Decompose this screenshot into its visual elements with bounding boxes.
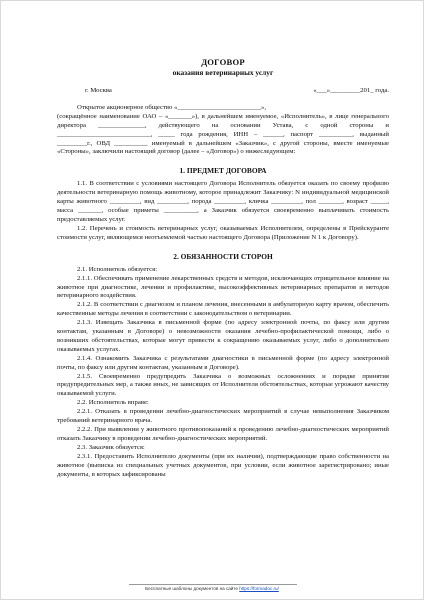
footer-text: Бесплатные шаблоны документов на сайте — [145, 586, 238, 591]
clause-2-1-5: 2.1.5. Своевременно предупредить Заказчика о возможных осложнениях и порядке принятия предупредительных мер, а также иных, не зависящих от Исполнителя обстоятельствах, которые угрожают качеству оказываемой услуги. — [57, 372, 389, 398]
clause-2-1: 2.1. Исполнитель обязуется: — [77, 265, 158, 273]
clause-2-2: 2.2. Исполнитель вправе: — [77, 399, 149, 407]
clause-2-1-3: 2.1.3. Извещать Заказчика в письменной форме (по адресу электронной почты, по факсу или другим контактам, указанным в Договоре) о невозможности оказания лечебно-профилактической помощи, либо о возникших обстоятельствах, которые могут привести к сокращению оказываемых услуг, либо о дополнительно оказываемых услугах. — [57, 319, 389, 353]
footer-divider — [129, 584, 297, 585]
document-subtitle: оказания ветеринарных услуг — [172, 68, 274, 77]
preamble-line-1: Открытое акционерное общество «_________________________», — [77, 103, 266, 111]
section-heading-subject: 1. ПРЕДМЕТ ДОГОВОРА — [179, 166, 267, 176]
clause-2-1-4: 2.1.4. Ознакомить Заказчика с результатами диагностики в письменной форме (по адресу электронной почты, по факсу или другим контактам, указанным в Договоре). — [57, 354, 389, 371]
clause-2-1-2: 2.1.2. В соответствии с диагнозом и планом лечения, внесенными в амбулаторную карту врачом, обеспечить качественные методы лечения в соответствии с законодательством о ветеринарии. — [57, 301, 389, 318]
clause-1-1: 1.1. В соответствии с условиями настоящего Договора Исполнитель обязуется оказать по своему профилю деятельности ветеринарную помощь животному, которое принадлежит Заказчику: N индивидуальной медицинской карты животного _________, вид _________, порода _________, кличка _________, пол _______, возраст _____, масса _______, особые приметы __________, а Заказчик обязуется своевременно выплачивать стоимость предоставляемых услуг. — [57, 180, 389, 223]
clause-1-2: 1.2. Перечень и стоимость ветеринарных услуг, оказываемых Исполнителем, определены в Прейскуранте стоимости услуг, являющемся неотъемлемой частью настоящего Договора (Приложение N 1 к Договору). — [57, 224, 389, 241]
section-heading-obligations: 2. ОБЯЗАННОСТИ СТОРОН — [173, 251, 273, 261]
clause-2-3-1: 2.3.1. Предоставить Исполнителю документы (при их наличии), подтверждающие право собственности на животное (выписка из специальных учетных документов, при условии, если животное зарегистрировано; иные документы, в которых зафиксированы — [57, 452, 389, 478]
city: г. Москва — [85, 87, 112, 94]
clause-2-1-1: 2.1.1. Обеспечивать применение лекарственных средств и методов, исключающих отрицательное влияние на животное при диагностике, лечении и профилактике, высокоэффективных ветеринарных препаратов и методов ветеринарного воздействия. — [57, 274, 389, 300]
contract-date: «___»_________201_ года. — [313, 87, 389, 94]
preamble-paragraph: (сокращённое наименование ОАО – «_______»), в дальнейшем именуемое, «Исполнитель», в лице генерального директора ______________, действующего на основании Устава, с одной стороны и ____________________________, _____ года рождения, ИНН – ______, паспорт __________, выданный _________г., ОВД __________ именуемый в дальнейшем «Заказчик», с другой стороны, вместе именуемые «Стороны», заключили настоящий договор (далее – «Договор») о нижеследующем: — [57, 112, 389, 156]
footer — [1, 586, 423, 591]
clause-2-2-2: 2.2.2. При выявлении у животного противопоказаний к проведению лечебно-диагностических мероприятий отказать Заказчику в проведении лечебно-диагностических мероприятий. — [57, 426, 389, 442]
document-body — [57, 57, 389, 479]
clause-2-2-1: 2.2.1. Отказать в проведении лечебно-диагностических мероприятий в случае невыполнения Заказчиком требований ветеринарного врача. — [57, 408, 389, 425]
document-title: ДОГОВОР — [201, 57, 245, 67]
footer-link[interactable]: https://formadoc.ru/ — [239, 586, 279, 591]
clause-2-3: 2.3. Заказчик обязуется: — [77, 443, 145, 451]
place-date-line — [85, 87, 389, 96]
